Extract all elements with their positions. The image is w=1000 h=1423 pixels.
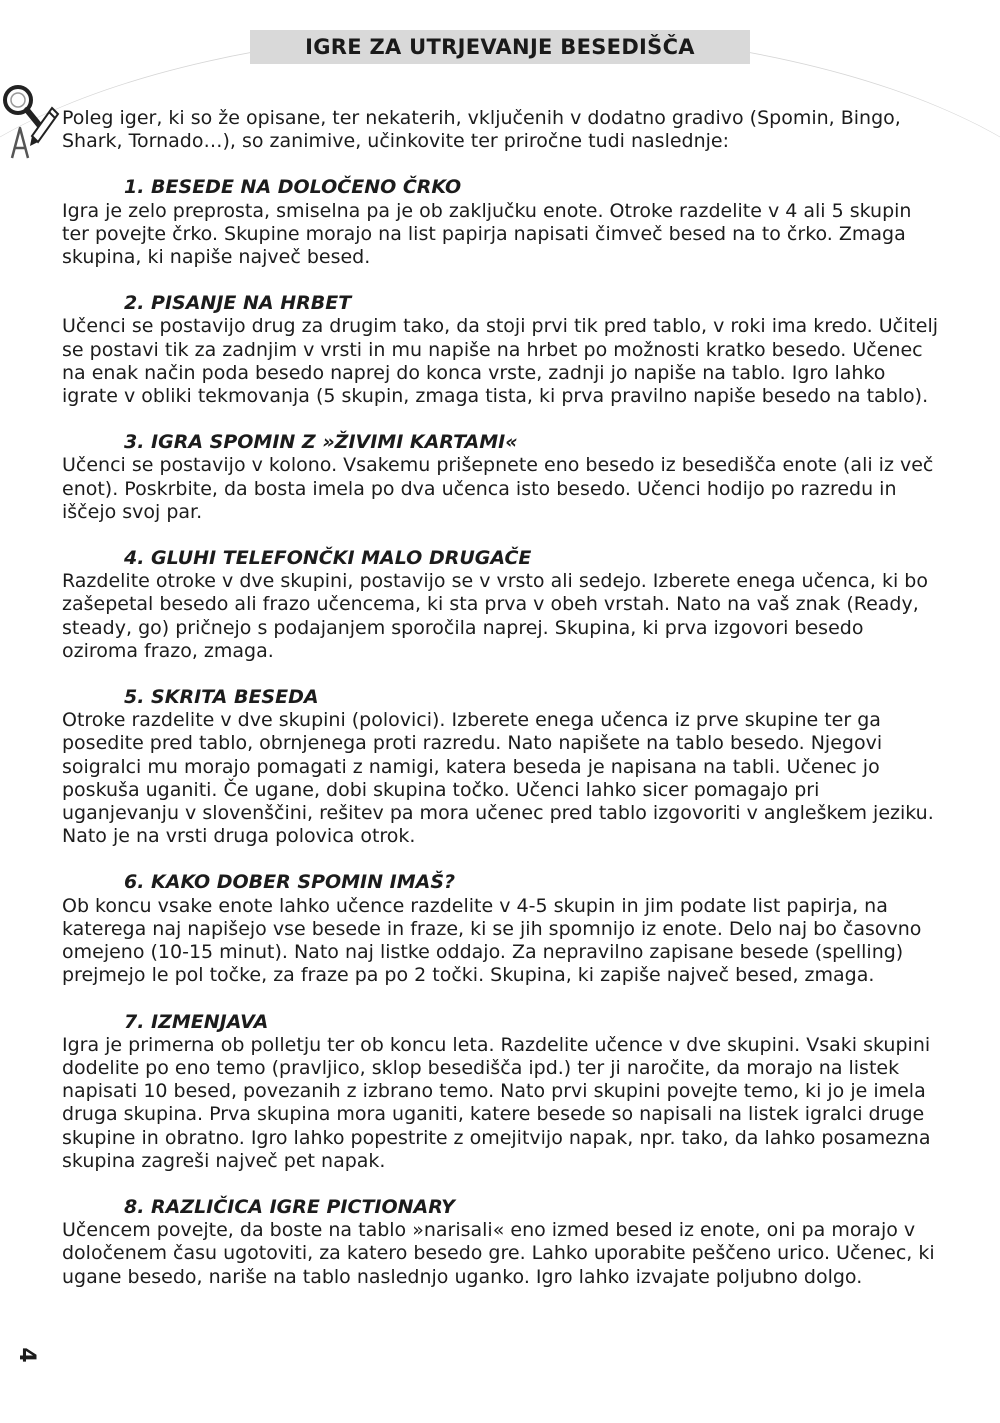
section-body: Učenci se postavijo drug za drugim tako, da stoji prvi tik pred tablo, v roki ima kredo. Učitelj se postavi tik za zadnjim v vrsti in mu napiše na hrbet po možnosti kratko besedo. Učenec na enak način poda besedo naprej do konca vrste, zadnji jo napiše na tablo. Igro lahko igrate v obliki tekmovanja (5 skupin, zmaga tista, ki prva pravilno napiše besedo na tablo).	[62, 315, 939, 408]
section-body: Igra je primerna ob polletju ter ob koncu leta. Razdelite učence v dve skupini. Vsaki skupini dodelite po eno temo (pravljico, sklop besedišča ipd.) ter ji naročite, da morajo na listek napisati 10 besed, povezanih z izbrano temo. Nato prvi skupini povejte temo, ki jo je imela druga skupina. Prva skupina mora uganiti, katere besede so napisali na listek igralci druge skupine in obratno. Igro lahko popestrite z omejitvijo napak, npr. tako, da lahko posamezna skupina zagreši največ pet napak.	[62, 1033, 931, 1172]
intro-paragraph: Poleg iger, ki so že opisane, ter nekaterih, vključenih v dodatno gradivo (Spomin, Bingo, Shark, Tornado…), so zanimive, učinkovite ter priročne tudi naslednje:	[62, 107, 901, 153]
section-body: Učencem povejte, da boste na tablo »narisali« eno izmed besed iz enote, oni pa morajo v določenem času ugotoviti, za katero besedo gre. Lahko uporabite peščeno urico. Učenec, ki ugane besedo, nariše na tablo naslednjo uganko. Igro lahko izvajate poljubno dolgo.	[62, 1219, 935, 1288]
section-heading: 6. KAKO DOBER SPOMIN IMAŠ?	[124, 871, 456, 894]
title-banner	[250, 30, 750, 64]
magnifier-pen-icon	[0, 80, 64, 164]
game-section-2	[62, 292, 942, 408]
section-heading: 8. RAZLIČICA IGRE PICTIONARY	[124, 1195, 455, 1218]
game-section-6	[62, 871, 942, 987]
section-heading: 7. IZMENJAVA	[124, 1010, 269, 1033]
game-section-8	[62, 1196, 942, 1289]
main-content	[62, 107, 942, 1312]
game-section-5	[62, 686, 942, 848]
section-body: Razdelite otroke v dve skupini, postavijo se v vrsto ali sedejo. Izberete enega učenca, ki bo zašepetal besedo ali frazo učencema, ki sta prva v obeh vrstah. Nato na vaš znak (Ready, steady, go) pričnejo s podajanjem sporočila naprej. Skupina, ki prva izgovori besedo oziroma frazo, zmaga.	[62, 570, 928, 662]
section-body: Ob koncu vsake enote lahko učence razdelite v 4-5 skupin in jim podate list papirja, na katerega naj napišejo vse besede in fraze, ki se jih spomnijo iz enote. Delo naj bo časovno omejeno (10-15 minut). Nato naj listke oddajo. Za nepravilno zapisane besede (spelling) prejmejo le pol točke, za fraze pa po 2 točki. Skupina, ki zapiše največ besed, zmaga.	[62, 894, 922, 987]
section-heading: 3. IGRA SPOMIN Z »ŽIVIMI KARTAMI«	[124, 431, 518, 454]
section-heading: 1. BESEDE NA DOLOČENO ČRKO	[124, 176, 462, 199]
game-section-4	[62, 547, 942, 663]
page-number: 4	[14, 1347, 40, 1363]
section-body: Otroke razdelite v dve skupini (polovici). Izberete enega učenca iz prve skupine ter ga posedite pred tablo, obrnjenega proti razredu. Nato napišete na tablo besedo. Njegovi soigralci mu morajo pomagati z namigi, katera beseda je napisana na tabli. Učenec jo poskuša uganiti. Če ugane, dobi skupina točko. Učenci lahko sicer pomagajo pri uganjevanju v slovenščini, rešitev pa mora učenec pred tablo izgovoriti v angleškem jeziku. Nato je na vrsti druga polovica otrok.	[62, 709, 934, 848]
section-body: Učenci se postavijo v kolono. Vsakemu prišepnete eno besedo iz besedišča enote (ali iz več enot). Poskrbite, da bosta imela po dva učenca isto besedo. Učenci hodijo po razredu in iščejo svoj par.	[62, 454, 934, 523]
game-section-7	[62, 1011, 942, 1173]
section-heading: 5. SKRITA BESEDA	[124, 686, 319, 709]
section-heading: 4. GLUHI TELEFONČKI MALO DRUGAČE	[124, 547, 532, 570]
section-heading: 2. PISANJE NA HRBET	[124, 292, 352, 315]
game-section-3	[62, 431, 942, 524]
page-title: IGRE ZA UTRJEVANJE BESEDIŠČA	[305, 35, 695, 59]
game-section-1	[62, 176, 942, 269]
section-body: Igra je zelo preprosta, smiselna pa je ob zaključku enote. Otroke razdelite v 4 ali 5 skupin ter povejte črko. Skupine morajo na list papirja napisati čimveč besed na to črko. Zmaga skupina, ki napiše največ besed.	[62, 199, 912, 269]
